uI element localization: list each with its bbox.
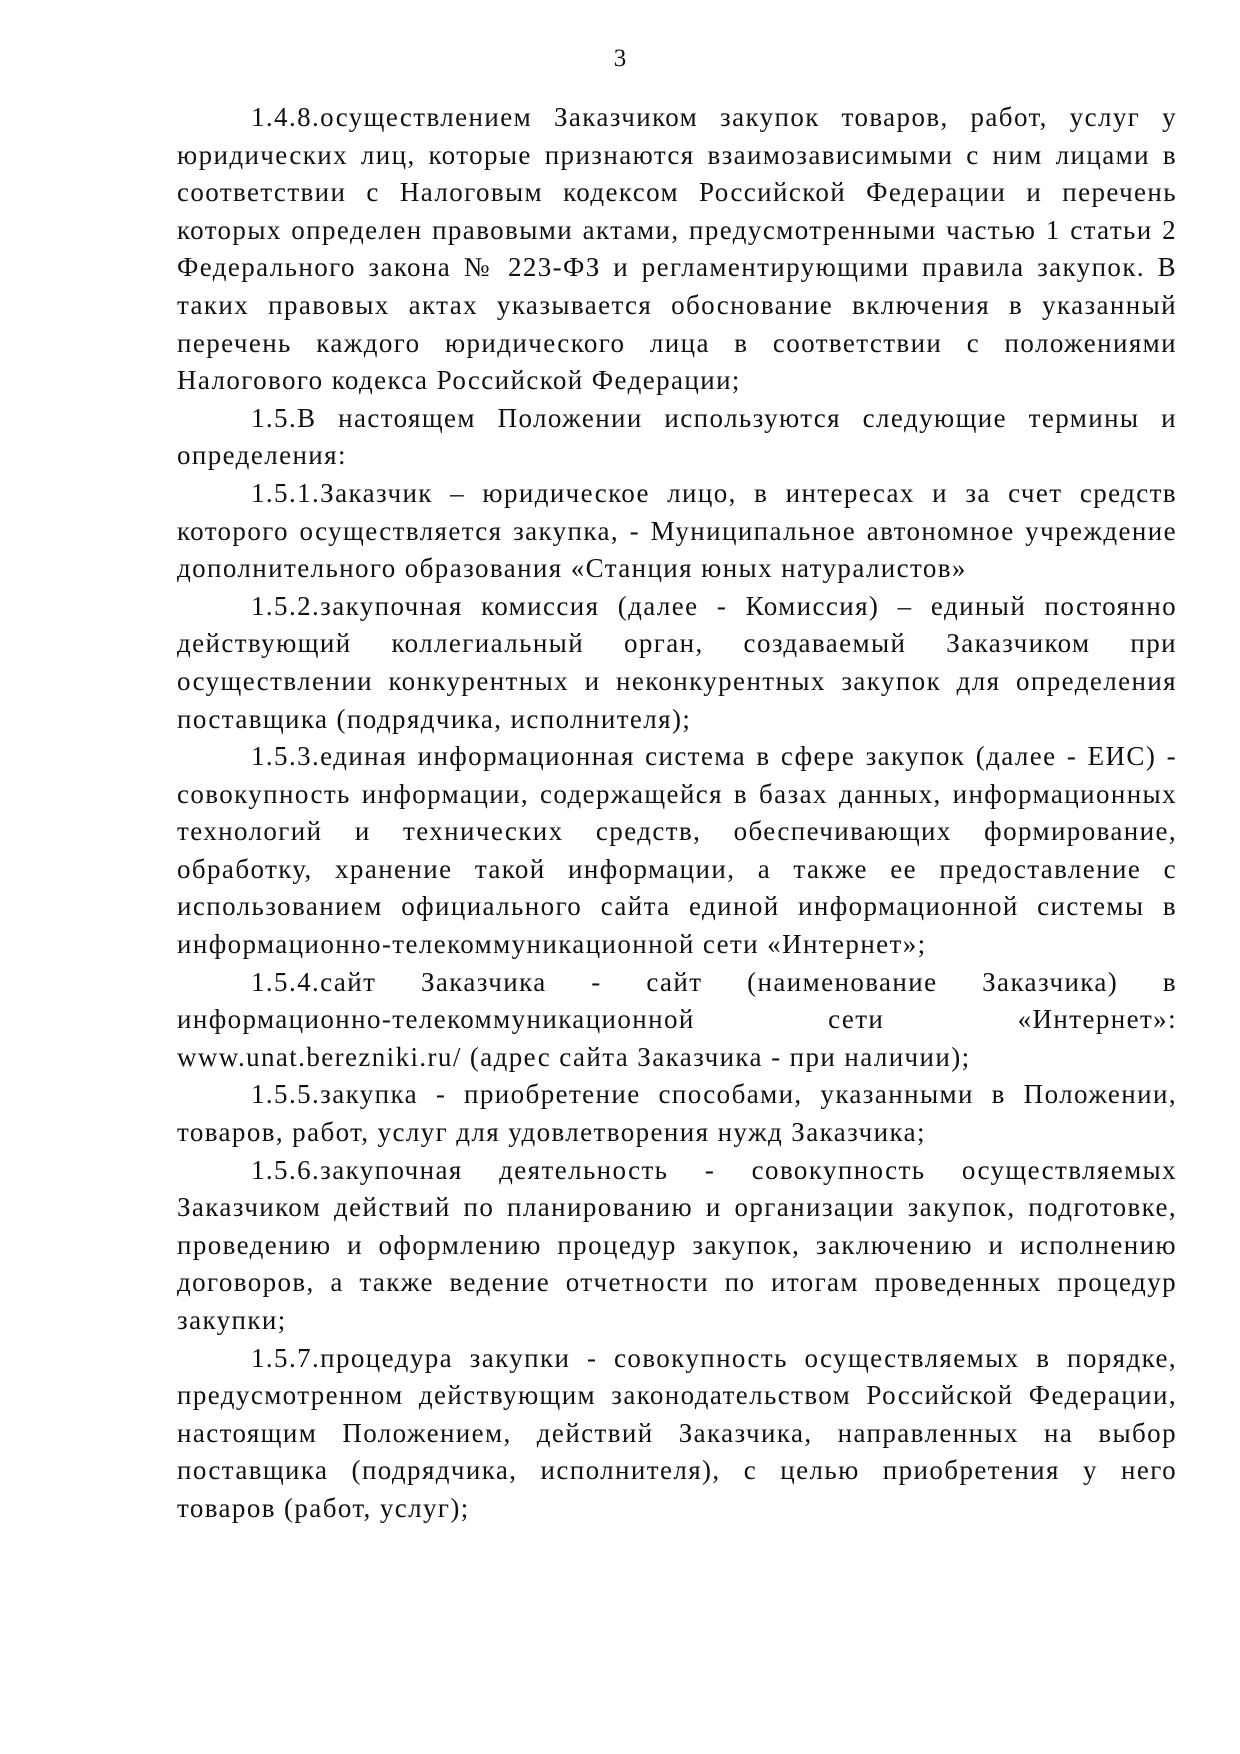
paragraph-1-5-2: 1.5.2.закупочная комиссия (далее - Комиссия) – единый постоянно действующий коллегиальный орган, создаваемый Заказчиком при осуществлении конкурентных и неконкурентных закупок для определения поставщика (подрядчика, исполнителя); — [177, 590, 1177, 734]
paragraph-1-5-7: 1.5.7.процедура закупки - совокупность осуществляемых в порядке, предусмотренном действующим законодательством Российской Федерации, настоящим Положением, действий Заказчика, направленных на выбор поставщика (подрядчика, исполнителя), с целью приобретения у него товаров (работ, услуг); — [177, 1342, 1177, 1523]
paragraph-1-4-8: 1.4.8.осуществлением Заказчиком закупок товаров, работ, услуг у юридических лиц, которые признаются взаимозависимыми с ним лицами в соответствии с Налоговым кодексом Российской Федерации и перечень которых определен правовыми актами, предусмотренными частью 1 статьи 2 Федерального закона № 223-ФЗ и регламентирующими правила закупок. В таких правовых актах указывается обоснование включения в указанный перечень каждого юридического лица в соответствии с положениями Налогового кодекса Российской Федерации; — [177, 102, 1177, 396]
paragraph-1-5: 1.5.В настоящем Положении используются следующие термины и определения: — [177, 402, 1177, 471]
document-body — [177, 99, 1177, 1528]
paragraph-1-5-1: 1.5.1.Заказчик – юридическое лицо, в интересах и за счет средств которого осуществляется закупка, - Муниципальное автономное учреждение дополнительного образования «Станция юных натуралистов» — [177, 477, 1177, 584]
page-number: 3 — [613, 45, 627, 72]
paragraph-1-5-4: 1.5.4.сайт Заказчика - сайт (наименование Заказчика) в информационно-телекоммуникационной сети «Интернет»: www.unat.berezniki.ru/ (адрес сайта Заказчика - при наличии); — [177, 966, 1177, 1072]
paragraph-1-5-6: 1.5.6.закупочная деятельность - совокупность осуществляемых Заказчиком действий по планированию и организации закупок, подготовке, проведению и оформлению процедур закупок, заключению и исполнению договоров, а также ведение отчетности по итогам проведенных процедур закупки; — [177, 1154, 1177, 1335]
paragraph-1-5-5: 1.5.5.закупка - приобретение способами, указанными в Положении, товаров, работ, услуг для удовлетворения нужд Заказчика; — [177, 1079, 1177, 1148]
paragraph-1-5-3: 1.5.3.единая информационная система в сфере закупок (далее - ЕИС) - совокупность информации, содержащейся в базах данных, информационных технологий и технических средств, обеспечивающих формирование, обработку, хранение такой информации, а также ее предоставление с использованием официального сайта единой информационной системы в информационно-телекоммуникационной сети «Интернет»; — [177, 741, 1177, 960]
